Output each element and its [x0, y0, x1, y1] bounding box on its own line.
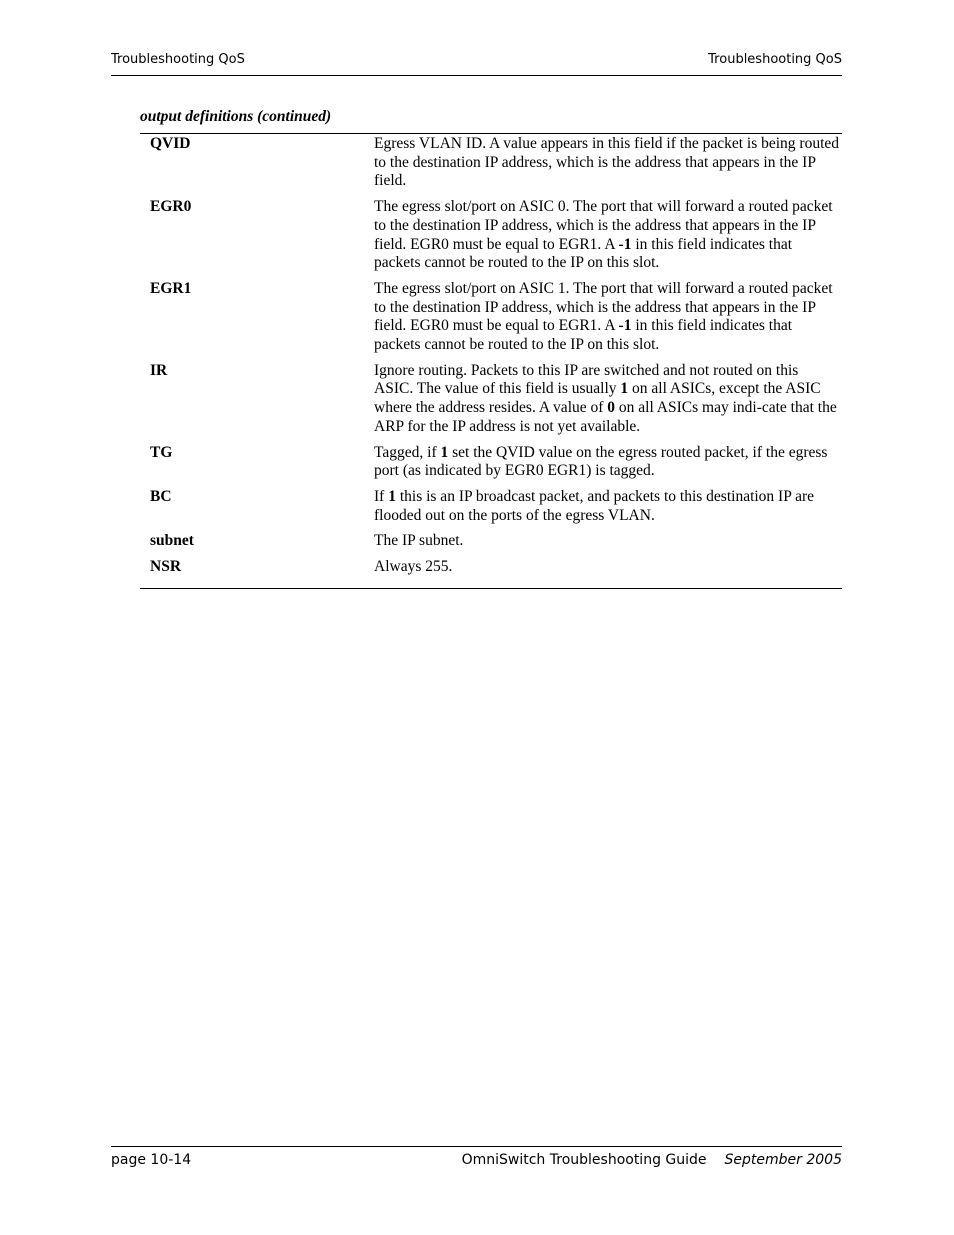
header-left-title: Troubleshooting QoS — [111, 52, 245, 67]
definition-text-segment: on all ASICs, except the ASIC where the address resides. A value of — [374, 380, 821, 417]
definition-text — [374, 558, 842, 577]
definition-text-segment: The IP subnet. — [374, 532, 464, 550]
definition-bold-value: 0 — [607, 399, 616, 417]
definition-text — [374, 135, 842, 191]
definition-text-segment: Ignore routing. Packets to this IP are switched and not routed on this ASIC. The value of this field is usually — [374, 361, 799, 398]
definition-text — [374, 362, 842, 437]
definition-row — [140, 197, 842, 273]
definition-text-segment: Always 255. — [374, 558, 453, 576]
definition-row — [140, 279, 842, 355]
definition-term: TG — [150, 443, 173, 461]
definition-text-segment: Tagged, if — [374, 443, 441, 461]
definition-term: EGR0 — [150, 198, 192, 216]
definition-row — [140, 443, 842, 481]
definition-bold-value: 1 — [440, 443, 449, 461]
definition-term: QVID — [150, 135, 191, 152]
definition-text-segment: The egress slot/port on ASIC 0. The port that will forward a routed packet to the destination IP address, which is the address that appears in the IP field. EGR0 must be equal to EGR1. A — [374, 198, 833, 253]
definition-text — [374, 280, 842, 355]
definition-bold-value: -1 — [618, 235, 632, 253]
page-header — [111, 51, 842, 76]
definition-row — [140, 557, 842, 577]
definition-text — [374, 198, 842, 273]
definition-row — [140, 531, 842, 551]
header-right-title: Troubleshooting QoS — [708, 52, 842, 67]
table-caption: output definitions (continued) — [140, 108, 332, 125]
definition-text-segment: in this field indicates that packets cannot be routed to the IP on this slot. — [374, 235, 793, 272]
definition-row — [140, 361, 842, 437]
definition-bold-value: 1 — [620, 380, 629, 398]
definitions-table — [140, 133, 842, 589]
definition-text-segment: this is an IP broadcast packet, and packets to this destination IP are flooded out on the ports of the egress VLAN. — [374, 487, 815, 524]
definition-text-segment: on all ASICs may indi-cate that the ARP for the IP address is not yet available. — [374, 399, 837, 435]
footer-right — [462, 1152, 842, 1168]
definition-text — [374, 444, 842, 481]
definition-term: NSR — [150, 558, 182, 576]
guide-title: OmniSwitch Troubleshooting Guide — [461, 1152, 707, 1168]
page-number: page 10-14 — [111, 1152, 192, 1168]
definition-text-segment: If — [374, 487, 389, 505]
definition-text-segment: The egress slot/port on ASIC 1. The port that will forward a routed packet to the destination IP address, which is the address that appears in the IP field. EGR0 must be equal to EGR1. A — [374, 279, 833, 335]
definition-term: EGR1 — [150, 279, 192, 297]
definition-text-segment: in this field indicates that packets cannot be routed to the IP on this slot. — [374, 317, 793, 354]
definition-term: IR — [150, 361, 168, 379]
definition-bold-value: 1 — [388, 487, 396, 505]
definition-text — [374, 532, 842, 551]
page-footer — [111, 1146, 842, 1173]
definition-text-segment: Egress VLAN ID. A value appears in this field if the packet is being routed to the destination IP address, which is the address that appears in the IP field. — [374, 135, 840, 190]
definition-row — [140, 134, 842, 191]
definition-text-segment: set the QVID value on the egress routed packet, if the egress port (as indicated by EGR0 EGR1) is tagged. — [374, 443, 828, 480]
publication-date: September 2005 — [724, 1152, 842, 1168]
definition-text — [374, 488, 842, 525]
definition-term: subnet — [150, 532, 194, 550]
definition-row — [140, 487, 842, 525]
definition-term: BC — [150, 487, 172, 505]
definition-bold-value: -1 — [618, 317, 632, 335]
